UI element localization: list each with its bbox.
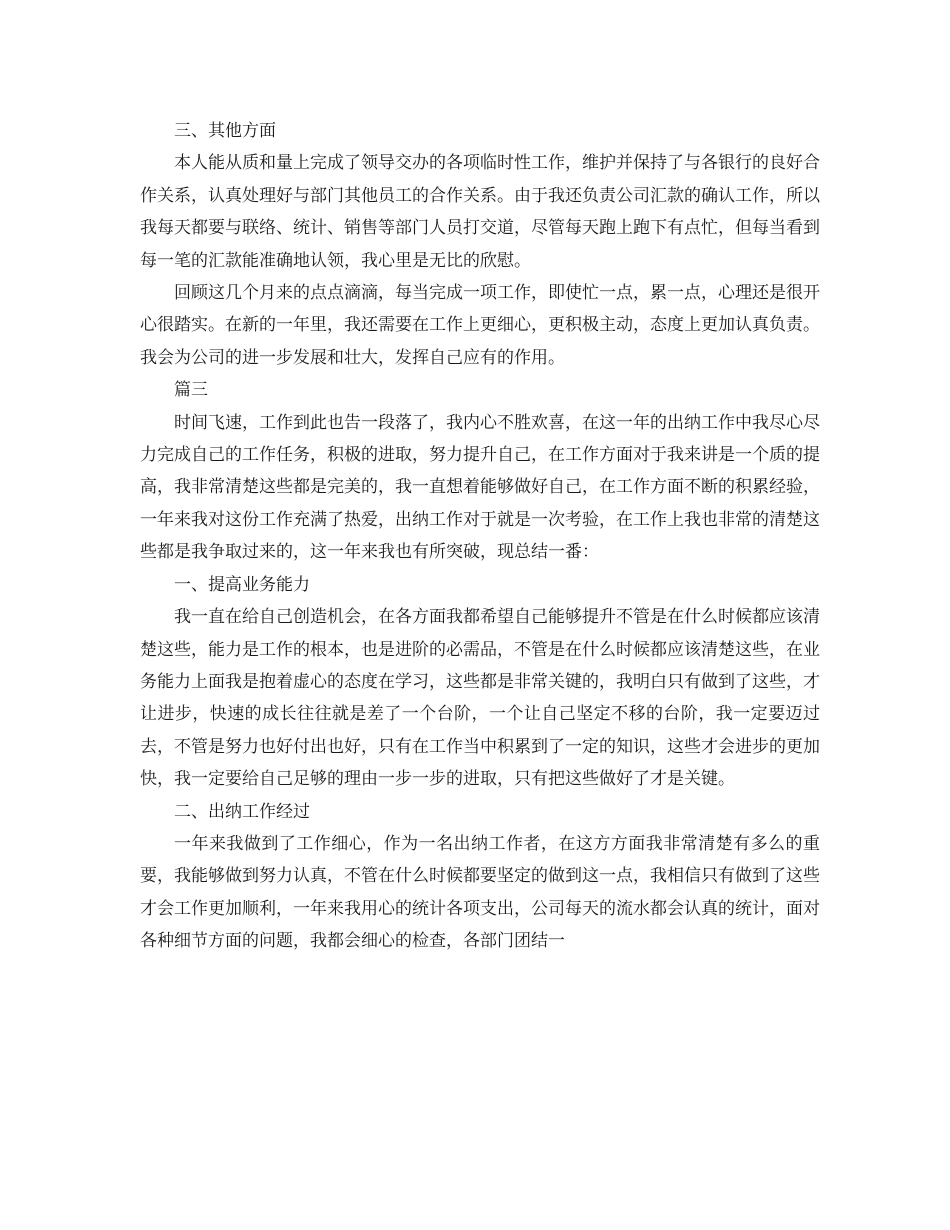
paragraph-temporary-work: 本人能从质和量上完成了领导交办的各项临时性工作，维护并保持了与各银行的良好合作关系，认真处理好与部门其他员工的合作关系。由于我还负责公司汇款的确认工作，所以我每天都要与联络、统计、销售等部门人员打交道，尽管每天跑上跑下有点忙，但每当看到每一笔的汇款能准确地认领，我心里是无比的欣慰。: [140, 153, 820, 271]
document-body: [140, 115, 820, 958]
paragraph-review: 回顾这几个月来的点点滴滴，每当完成一项工作，即使忙一点，累一点，心理还是很开心很踏实。在新的一年里，我还需要在工作上更细心，更积极主动，态度上更加认真负责。我会为公司的进一步发展和壮大，发挥自己应有的作用。: [140, 283, 820, 368]
paragraph-cashier-work: 一年来我做到了工作细心，作为一名出纳工作者，在这方方面我非常清楚有多么的重要，我能够做到努力认真，不管在什么时候都要坚定的做到这一点，我相信只有做到了这些才会工作更加顺利，一年来我用心的统计各项支出，公司每天的流水都会认真的统计，面对各种细节方面的问题，我都会细心的检查，各部门团结一: [140, 833, 820, 952]
paragraph-business-ability: 我一直在给自己创造机会，在各方面我都希望自己能够提升不管是在什么时候都应该清楚这些，能力是工作的根本，也是进阶的必需品，不管是在什么时候都应该清楚这些，在业务能力上面我是抱着虚心的态度在学习，这些都是非常关键的，我明白只有做到了这些，才让进步，快速的成长往往就是差了一个台阶，一个让自己坚定不移的台阶，我一定要迈过去，不管是努力也好付出也好，只有在工作当中积累到了一定的知识，这些才会进步的更加快，我一定要给自己足够的理由一步一步的进取，只有把这些做好了才是关键。: [140, 607, 820, 790]
section-heading-part-three: 篇三: [174, 380, 208, 401]
section-heading-cashier-work: 二、出纳工作经过: [174, 801, 310, 822]
paragraph-year-summary: 时间飞速，工作到此也告一段落了，我内心不胜欢喜，在这一年的出纳工作中我尽心尽力完成自己的工作任务，积极的进取，努力提升自己，在工作方面对于我来讲是一个质的提高，我非常清楚这些都是完美的，我一直想着能够做好自己，在工作方面不断的积累经验，一年来我对这份工作充满了热爱，出纳工作对于就是一次考验，在工作上我也非常的清楚这些都是我争取过来的，这一年来我也有所突破，现总结一番：: [140, 412, 820, 563]
section-heading-business-ability: 一、提高业务能力: [174, 574, 310, 595]
section-heading-other-aspects: 三、其他方面: [174, 121, 276, 141]
